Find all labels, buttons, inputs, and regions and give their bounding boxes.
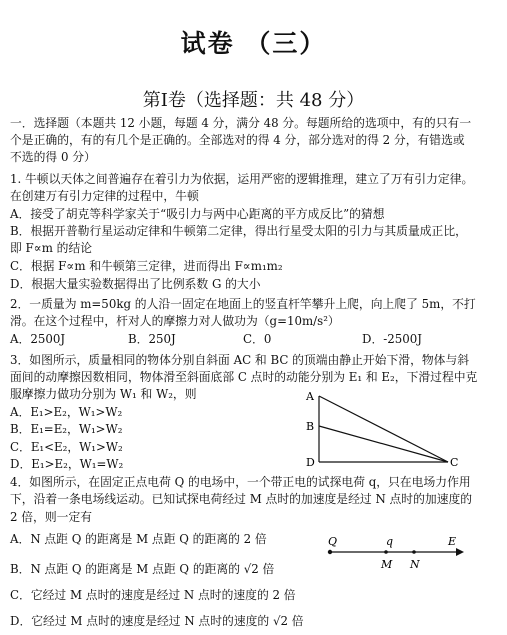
question-3-text: 3．如图所示，质量相同的物体分别自斜面 AC 和 BC 的顶端由静止开始下滑，物体与斜 <box>10 353 470 367</box>
label-q: q <box>386 535 394 548</box>
question-4-text: 4．如图所示，在固定正点电荷 Q 的电场中，一个带正电的试探电荷 q，只在电场力作用 <box>10 475 471 489</box>
question-4-text: 下，沿着一条电场线运动。已知试探电荷经过 M 点时的加速度是经过 N 点时的加速度的 <box>10 492 473 506</box>
question-3-text: 服摩擦力做功分别为 W₁ 和 W₂，则 <box>10 387 197 401</box>
page-title: 试卷 （三） <box>180 29 327 58</box>
question-1-option-a: A．接受了胡克等科学家关于“吸引力与两中心距离的平方成反比”的猜想 <box>10 207 385 221</box>
question-4-option-b: B．N 点距 Q 的距离是 M 点距 Q 的距离的 √2 倍 <box>10 562 275 576</box>
intro-line: 个是正确的，有的有几个是正确的。全部选对的得 4 分，部分选对的得 2 分，有错选或 <box>10 133 465 147</box>
label-c: C <box>450 456 459 469</box>
question-3-option-b: B．E₁=E₂，W₁>W₂ <box>10 422 123 436</box>
question-2-text: 滑。在这个过程中，杆对人的摩擦力对人做功为（g=10m/s²） <box>10 314 340 328</box>
question-1-option-b-cont: 即 F∝m 的结论 <box>10 241 93 255</box>
label-Q: Q <box>328 535 338 548</box>
incline-figure <box>300 388 470 470</box>
question-1-option-b: B．根据开普勒行星运动定律和牛顿第二定律，得出行星受太阳的引力与其质量成正比， <box>10 224 467 238</box>
question-3-text: 面间的动摩擦因数相同，物体滑至斜面底部 C 点时的动能分别为 E₁ 和 E₂，下滑过程中克 <box>10 370 478 384</box>
question-2-option-d: D．-2500J <box>362 332 422 346</box>
intro-line: 一．选择题（本题共 12 小题，每题 4 分，满分 48 分。每题所给的选项中，有的只有一 <box>10 116 472 130</box>
label-M: M <box>381 558 393 571</box>
question-3-option-c: C．E₁<E₂，W₁>W₂ <box>10 440 123 454</box>
question-1-text: 1. 牛顿以天体之间普遍存在着引力为依据，运用严密的逻辑推理，建立了万有引力定律。 <box>10 172 474 186</box>
question-2-option-b: B．250J <box>128 332 176 346</box>
question-2-text: 2．一质量为 m=50kg 的人沿一固定在地面上的竖直杆竿攀升上爬，向上爬了 5m，不打 <box>10 297 476 311</box>
question-4-option-c: C．它经过 M 点时的速度是经过 N 点时的速度的 2 倍 <box>10 588 296 602</box>
question-2-option-c: C．0 <box>243 332 272 346</box>
label-d: D <box>306 456 315 469</box>
question-4-option-d: D．它经过 M 点时的速度是经过 N 点时的速度的 √2 倍 <box>10 614 304 628</box>
label-N: N <box>410 558 420 571</box>
label-b: B <box>306 420 315 433</box>
question-4-text: 2 倍，则一定有 <box>10 510 93 524</box>
label-a: A <box>306 390 314 403</box>
question-4-option-a: A．N 点距 Q 的距离是 M 点距 Q 的距离的 2 倍 <box>10 532 267 546</box>
section-heading: 第Ⅰ卷（选择题：共 48 分） <box>142 90 365 111</box>
question-1-text: 在创建万有引力定律的过程中，牛顿 <box>10 189 199 203</box>
question-1-option-d: D．根据大量实验数据得出了比例系数 G 的大小 <box>10 277 261 291</box>
label-E: E <box>448 535 457 548</box>
question-3-option-d: D．E₁>E₂，W₁=W₂ <box>10 457 124 471</box>
question-3-option-a: A．E₁>E₂，W₁>W₂ <box>10 405 123 419</box>
question-2-option-a: A．2500J <box>10 332 66 346</box>
question-1-option-c: C．根据 F∝m 和牛顿第三定律，进而得出 F∝m₁m₂ <box>10 259 283 273</box>
intro-line: 不选的得 0 分） <box>10 150 96 164</box>
